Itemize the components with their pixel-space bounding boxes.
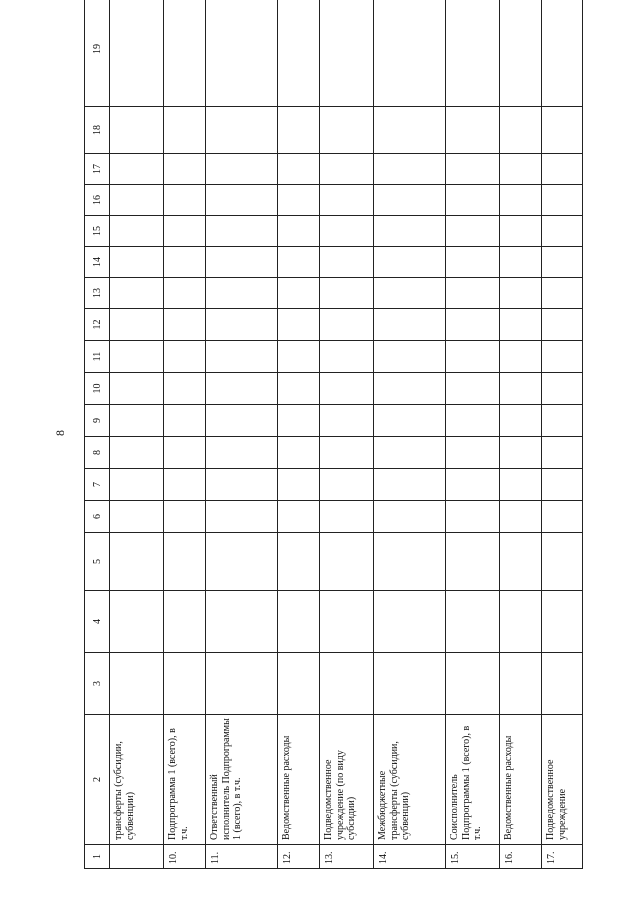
empty-cell	[500, 437, 542, 469]
empty-cell	[206, 0, 278, 107]
empty-cell	[500, 501, 542, 533]
empty-cell	[446, 341, 500, 373]
empty-cell	[164, 278, 206, 309]
empty-cell	[164, 405, 206, 437]
column-header: 14	[85, 247, 110, 278]
empty-cell	[164, 501, 206, 533]
empty-cell	[542, 216, 583, 247]
empty-cell	[206, 309, 278, 341]
empty-cell	[164, 591, 206, 653]
empty-cell	[164, 373, 206, 405]
empty-cell	[500, 278, 542, 309]
empty-cell	[110, 216, 164, 247]
empty-cell	[164, 107, 206, 154]
empty-cell	[320, 373, 374, 405]
row-number-cell	[206, 845, 278, 869]
empty-cell	[206, 591, 278, 653]
empty-cell	[374, 341, 446, 373]
empty-cell	[374, 107, 446, 154]
empty-cell	[164, 216, 206, 247]
empty-cell	[446, 405, 500, 437]
empty-cell	[278, 216, 320, 247]
table-row	[206, 0, 278, 869]
empty-cell	[542, 154, 583, 185]
row-number-cell	[164, 845, 206, 869]
empty-cell	[206, 107, 278, 154]
empty-cell	[542, 341, 583, 373]
empty-cell	[206, 373, 278, 405]
empty-cell	[446, 533, 500, 591]
empty-cell	[446, 309, 500, 341]
empty-cell	[542, 107, 583, 154]
empty-cell	[542, 469, 583, 501]
empty-cell	[110, 107, 164, 154]
empty-cell	[500, 185, 542, 216]
empty-cell	[110, 309, 164, 341]
row-name: трансферты (субсидии, субвенции)	[113, 741, 136, 840]
empty-cell	[446, 469, 500, 501]
empty-cell	[542, 405, 583, 437]
empty-cell	[374, 247, 446, 278]
empty-cell	[542, 533, 583, 591]
row-number-cell	[446, 845, 500, 869]
row-name: Ведомственные расходы	[503, 735, 514, 840]
row-name: Соисполнитель Подпрограммы 1 (всего), в т.ч.	[449, 725, 483, 840]
empty-cell	[206, 185, 278, 216]
empty-cell	[320, 0, 374, 107]
table-row	[542, 0, 583, 869]
empty-cell	[278, 154, 320, 185]
empty-cell	[110, 653, 164, 715]
empty-cell	[164, 437, 206, 469]
row-number: 15.	[450, 851, 461, 864]
row-name-cell	[542, 715, 583, 845]
empty-cell	[278, 107, 320, 154]
empty-cell	[278, 533, 320, 591]
empty-cell	[110, 185, 164, 216]
column-header: 18	[85, 107, 110, 154]
empty-cell	[500, 309, 542, 341]
empty-cell	[374, 0, 446, 107]
column-header: 17	[85, 154, 110, 185]
row-name: Межбюджетные трансферты (субсидии, субвенции)	[377, 741, 411, 840]
empty-cell	[110, 278, 164, 309]
column-header: 12	[85, 309, 110, 341]
empty-cell	[206, 469, 278, 501]
empty-cell	[164, 309, 206, 341]
column-header: 19	[85, 0, 110, 107]
empty-cell	[164, 0, 206, 107]
empty-cell	[542, 309, 583, 341]
rotated-table-container	[84, 11, 582, 869]
empty-cell	[500, 154, 542, 185]
empty-cell	[110, 247, 164, 278]
empty-cell	[542, 373, 583, 405]
page-number: 8	[53, 430, 67, 436]
column-header: 15	[85, 216, 110, 247]
empty-cell	[278, 373, 320, 405]
empty-cell	[110, 469, 164, 501]
empty-cell	[374, 591, 446, 653]
row-number: 12.	[282, 851, 293, 864]
empty-cell	[446, 278, 500, 309]
empty-cell	[320, 437, 374, 469]
empty-cell	[542, 653, 583, 715]
empty-cell	[542, 247, 583, 278]
empty-cell	[320, 341, 374, 373]
empty-cell	[320, 247, 374, 278]
empty-cell	[446, 247, 500, 278]
empty-cell	[320, 533, 374, 591]
row-number-cell	[374, 845, 446, 869]
empty-cell	[206, 341, 278, 373]
empty-cell	[320, 107, 374, 154]
empty-cell	[110, 405, 164, 437]
empty-cell	[278, 469, 320, 501]
column-header: 3	[85, 653, 110, 715]
row-name: Подпрограмма 1 (всего), в т.ч.	[167, 728, 190, 840]
empty-cell	[164, 341, 206, 373]
row-number-cell	[110, 845, 164, 869]
empty-cell	[320, 185, 374, 216]
empty-cell	[446, 373, 500, 405]
empty-cell	[278, 0, 320, 107]
empty-cell	[206, 533, 278, 591]
row-name: Подведомственное учреждение	[545, 759, 568, 840]
empty-cell	[320, 653, 374, 715]
empty-cell	[446, 501, 500, 533]
row-number-cell	[500, 845, 542, 869]
empty-cell	[446, 591, 500, 653]
empty-cell	[500, 341, 542, 373]
empty-cell	[446, 653, 500, 715]
empty-cell	[320, 469, 374, 501]
empty-cell	[500, 653, 542, 715]
empty-cell	[164, 154, 206, 185]
empty-cell	[206, 216, 278, 247]
empty-cell	[164, 247, 206, 278]
row-number: 11.	[210, 851, 221, 864]
column-header: 5	[85, 533, 110, 591]
empty-cell	[374, 216, 446, 247]
empty-cell	[278, 185, 320, 216]
empty-cell	[500, 533, 542, 591]
empty-cell	[206, 501, 278, 533]
empty-cell	[320, 405, 374, 437]
row-number: 14.	[378, 851, 389, 864]
empty-cell	[446, 0, 500, 107]
empty-cell	[374, 154, 446, 185]
row-number: 16.	[504, 851, 515, 864]
table-row	[110, 0, 164, 869]
empty-cell	[320, 154, 374, 185]
empty-cell	[320, 501, 374, 533]
empty-cell	[206, 653, 278, 715]
empty-cell	[542, 278, 583, 309]
empty-cell	[500, 0, 542, 107]
row-name-cell	[446, 715, 500, 845]
column-header: 10	[85, 373, 110, 405]
empty-cell	[110, 437, 164, 469]
empty-cell	[374, 185, 446, 216]
empty-cell	[110, 0, 164, 107]
row-number-cell	[320, 845, 374, 869]
column-header: 8	[85, 437, 110, 469]
empty-cell	[374, 437, 446, 469]
column-header: 1	[85, 845, 110, 869]
empty-cell	[206, 247, 278, 278]
empty-cell	[374, 405, 446, 437]
empty-cell	[164, 469, 206, 501]
row-name-cell	[206, 715, 278, 845]
budget-table	[84, 0, 583, 869]
empty-cell	[320, 309, 374, 341]
empty-cell	[206, 405, 278, 437]
empty-cell	[278, 309, 320, 341]
empty-cell	[446, 107, 500, 154]
row-number: 17.	[546, 851, 557, 864]
empty-cell	[500, 107, 542, 154]
empty-cell	[542, 501, 583, 533]
empty-cell	[374, 501, 446, 533]
empty-cell	[320, 278, 374, 309]
table-row	[278, 0, 320, 869]
table-row	[374, 0, 446, 869]
empty-cell	[278, 247, 320, 278]
empty-cell	[278, 405, 320, 437]
empty-cell	[500, 373, 542, 405]
empty-cell	[110, 373, 164, 405]
empty-cell	[110, 154, 164, 185]
empty-cell	[500, 591, 542, 653]
empty-cell	[500, 469, 542, 501]
empty-cell	[542, 591, 583, 653]
empty-cell	[374, 533, 446, 591]
empty-cell	[446, 154, 500, 185]
row-name-cell	[164, 715, 206, 845]
empty-cell	[446, 437, 500, 469]
row-name-cell	[110, 715, 164, 845]
empty-cell	[320, 591, 374, 653]
empty-cell	[164, 653, 206, 715]
header-row	[85, 0, 110, 869]
empty-cell	[278, 278, 320, 309]
row-number-cell	[278, 845, 320, 869]
empty-cell	[542, 185, 583, 216]
empty-cell	[110, 591, 164, 653]
empty-cell	[542, 437, 583, 469]
row-name: Ответственный исполнитель Подпрограммы 1 (всего), в т.ч.	[209, 718, 243, 840]
empty-cell	[278, 501, 320, 533]
empty-cell	[278, 437, 320, 469]
empty-cell	[110, 501, 164, 533]
column-header: 9	[85, 405, 110, 437]
empty-cell	[206, 278, 278, 309]
row-number-cell	[542, 845, 583, 869]
empty-cell	[446, 216, 500, 247]
row-name-cell	[278, 715, 320, 845]
row-name: Подведомственное учреждение (по виду субсидии)	[323, 750, 357, 840]
empty-cell	[374, 309, 446, 341]
empty-cell	[374, 469, 446, 501]
empty-cell	[278, 341, 320, 373]
row-number	[110, 845, 114, 868]
empty-cell	[110, 341, 164, 373]
table-row	[446, 0, 500, 869]
empty-cell	[446, 185, 500, 216]
row-name-cell	[320, 715, 374, 845]
column-header: 6	[85, 501, 110, 533]
empty-cell	[164, 533, 206, 591]
table-row	[500, 0, 542, 869]
row-name-cell	[500, 715, 542, 845]
empty-cell	[206, 437, 278, 469]
empty-cell	[164, 185, 206, 216]
empty-cell	[374, 653, 446, 715]
empty-cell	[320, 216, 374, 247]
column-header: 7	[85, 469, 110, 501]
table-row	[320, 0, 374, 869]
column-header: 16	[85, 185, 110, 216]
empty-cell	[374, 373, 446, 405]
empty-cell	[374, 278, 446, 309]
table-row	[164, 0, 206, 869]
empty-cell	[500, 216, 542, 247]
row-name-cell	[374, 715, 446, 845]
row-number: 10.	[168, 851, 179, 864]
empty-cell	[278, 591, 320, 653]
column-header: 11	[85, 341, 110, 373]
empty-cell	[542, 0, 583, 107]
empty-cell	[500, 247, 542, 278]
empty-cell	[206, 154, 278, 185]
empty-cell	[110, 533, 164, 591]
row-number: 13.	[324, 851, 335, 864]
column-header: 4	[85, 591, 110, 653]
empty-cell	[500, 405, 542, 437]
column-header: 2	[85, 715, 110, 845]
empty-cell	[278, 653, 320, 715]
row-name: Ведомственные расходы	[281, 735, 292, 840]
column-header: 13	[85, 278, 110, 309]
